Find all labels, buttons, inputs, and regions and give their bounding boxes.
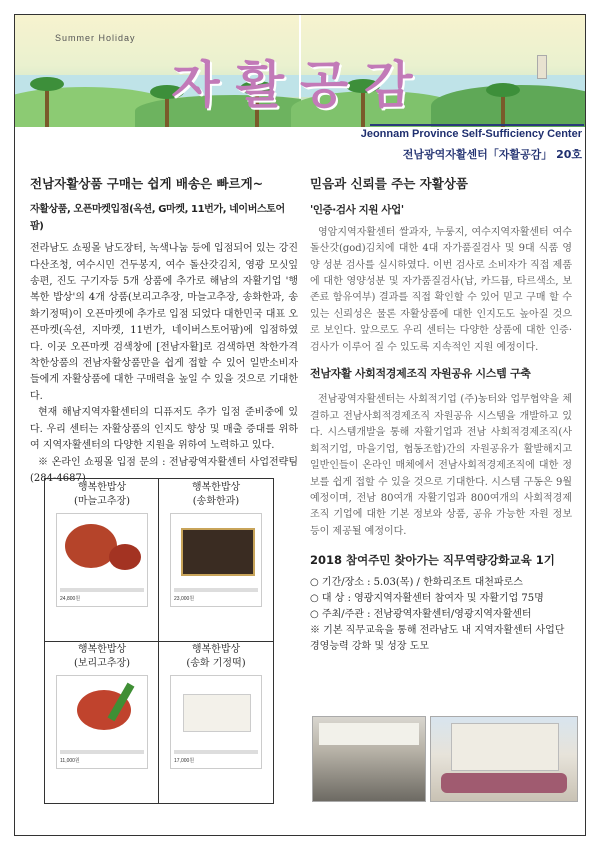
left-column (30, 176, 298, 487)
hangwa-gift-box-image (181, 528, 255, 576)
product-variant: (보리고추장) (73, 658, 131, 669)
article-paragraph: 전라남도 쇼핑몰 남도장터, 녹색나눔 등에 입점되어 있는 강진다산조청, 여수시민 건두봉지, 여수 돌산갓김치, 영광 모싯잎송편, 진도 구기자등 5개 상품에 추가로 해남의 자활기업 '행복한 밥상'의 4개 상품(보리고추장, 마늘고추장, 송화한과, 송화기정떡)이 오픈마켓에 추가로 입점 되었다 대한민국 대표 오픈마켓(옥션, 지마켓, 11번가, 네이버스토어팜)에 입점하였다. 이곳 오픈마켓 검색창에 [전남자활]로 검색하면 착한가격 착한상품의 전남자활상품만을 쉽게 접할 수 있어 일반소비자들에게 자활상품에 대한 구매력을 높일 수 있을 것으로 기대한다. (30, 243, 298, 402)
article-headline: 전남자활상품 구매는 쉽게 배송은 빠르게~ (30, 176, 264, 191)
education-details (310, 575, 572, 655)
product-caption (60, 750, 144, 754)
article-headline: 2018 참여주민 찾아가는 직무역량강화교육 1기 (310, 553, 555, 568)
article-headline: 믿음과 신뢰를 주는 자활상품 (310, 176, 468, 191)
header-rule (370, 124, 584, 126)
product-price: 11,000원 (60, 758, 80, 764)
article-subhead: 자활상품, 오픈마켓입점(옥션, G마켓, 11번가, 네이버스토어팜) (30, 204, 285, 232)
newsletter-title: 자활공감 (171, 56, 429, 114)
product-variant: (마늘고추장) (73, 496, 131, 507)
inquiry-note: ※ 온라인 쇼핑몰 입점 문의 : 전남광역자활센터 사업전략팀(284-4687) (30, 456, 298, 484)
right-column (310, 176, 572, 655)
group-of-people-image (441, 773, 567, 793)
issue-number: 20호 (556, 148, 582, 161)
newsletter-banner (15, 15, 585, 127)
group-photo (430, 716, 578, 802)
article-paragraph: 전남광역자활센터는 사회적기업 (주)농터와 업무협약을 체결하고 전남사회적경제조직 자원공유 시스템을 개발하고 있다. 시스템개발을 통해 자활기업과 전남 사회적경제조직(사회적기업, 마을기업, 협동조합)간의 자원공유가 활발해지고 일반인들이 온라인 매체에서 전남사회적경제조직에 대한 정보를 쉽게 접할 수 있을 것으로 기대한다. 시스템 구동은 9월 예정이며, 전남 80여개 자활기업과 800여개의 사회적경제조직 기업에 대한 기본 정보와 상품, 공유 가능한 자원 정보 등이 제공될 예정이다. (310, 394, 572, 537)
product-name: 행복한밥상 (77, 644, 127, 655)
training-classroom-photo (312, 716, 426, 802)
issue-line (403, 146, 582, 162)
product-name: 행복한밥상 (77, 482, 127, 493)
product-photo (170, 513, 262, 607)
product-price: 24,800원 (60, 596, 81, 602)
english-org-name: Jeonnam Province Self-Sufficiency Center (360, 128, 582, 140)
summer-holiday-text: Summer Holiday (55, 33, 136, 43)
article-subhead: '인증·검사 지원 사업' (310, 204, 404, 217)
product-grid (44, 478, 274, 804)
product-price: 17,000원 (174, 758, 195, 764)
gijeong-tteok-image (183, 694, 251, 732)
product-name: 행복한밥상 (191, 644, 241, 655)
education-detail-item: ※ 기본 직무교육을 통해 전라남도 내 지역자활센터 사업단 경영능력 강화 및 성장 도모 (310, 624, 565, 652)
product-photo (56, 675, 148, 769)
product-caption (174, 750, 258, 754)
grid-divider (45, 641, 273, 642)
article-paragraph: 영암지역자활센터 쌀과자, 누룽지, 여수지역자활센터 여수돌산갓(god)김치에 대한 4대 자가품질검사 및 9대 식품 영양 성분 검사를 실시하였다. 이번 검사로 소비자가 직접 제품에 대한 영양성분 및 자가품질검사(납, 카드뮴, 타르색소, 보존료 함유여부) 결과를 직접 확인할 수 있어 믿고 구매 할 수 있는 신뢰성은 물론 자활상품에 대한 인지도도 높아질 것으로 보인다. 앞으로도 우리 센터는 다양한 상품에 대한 인증·검사가 이루어 질 수 있도록 지속적인 지원 예정이다. (310, 226, 572, 353)
article-headline: 전남자활 사회적경제조직 자원공유 시스템 구축 (310, 367, 531, 381)
product-price: 23,000원 (174, 596, 195, 602)
gochujang-bowl-image (109, 544, 141, 570)
education-detail-item: ○ 대 상 : 영광지역자활센터 참여자 및 자활기업 75명 (310, 592, 544, 604)
product-caption (174, 588, 258, 592)
product-photo (170, 675, 262, 769)
building-image (451, 723, 559, 771)
product-card (159, 481, 273, 607)
education-detail-item: ○ 기간/장소 : 5.03(목) / 한화리조트 대천파로스 (310, 576, 523, 588)
article-paragraph: 현재 해남지역자활센터의 디퓨저도 추가 입점 준비중에 있다. 우리 센터는 자활상품의 인지도 향상 및 매출 증대를 위하여 지역자활센터의 다양한 지원을 위하여 노력하고 있다. (30, 407, 298, 452)
product-variant: (송화 기정떡) (186, 658, 246, 669)
education-detail-item: ○ 주최/주관 : 전남광역자활센터/영광지역자활센터 (310, 608, 532, 620)
product-name: 행복한밥상 (191, 482, 241, 493)
product-card (45, 481, 159, 607)
product-photo (56, 513, 148, 607)
org-issue-prefix: 전남광역자활센터「자활공감」 (402, 148, 553, 161)
product-card (159, 643, 273, 769)
product-card (45, 643, 159, 769)
product-variant: (송화한과) (192, 496, 240, 507)
projection-screen-image (319, 723, 419, 745)
product-caption (60, 588, 144, 592)
